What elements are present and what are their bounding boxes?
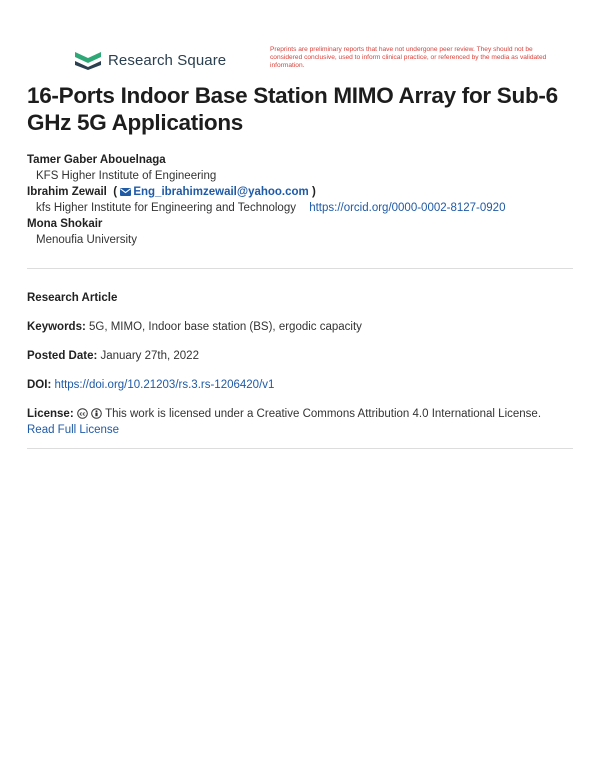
keywords: Keywords: 5G, MIMO, Indoor base station (BS), ergodic capacity bbox=[27, 321, 362, 333]
author-name: Ibrahim Zewail ( Eng_ibrahimzewail@yahoo.com ) bbox=[27, 186, 316, 198]
by-icon bbox=[91, 408, 102, 419]
posted-date: Posted Date: January 27th, 2022 bbox=[27, 350, 199, 362]
doi-link[interactable]: https://doi.org/10.21203/rs.3.rs-1206420/v1 bbox=[54, 379, 275, 391]
paper-title: 16-Ports Indoor Base Station MIMO Array for Sub-6 GHz 5G Applications bbox=[27, 83, 558, 135]
divider bbox=[27, 448, 573, 449]
author-name: Tamer Gaber Abouelnaga bbox=[27, 154, 166, 166]
doi: DOI: https://doi.org/10.21203/rs.3.rs-1206420/v1 bbox=[27, 379, 275, 391]
cc-icon bbox=[77, 408, 88, 419]
research-square-logo-icon bbox=[74, 49, 102, 71]
author-email-link[interactable]: Eng_ibrahimzewail@yahoo.com bbox=[133, 186, 309, 198]
research-square-logo[interactable] bbox=[74, 49, 226, 71]
orcid-link[interactable]: https://orcid.org/0000-0002-8127-0920 bbox=[309, 202, 506, 214]
license: License: cc This work is licensed under a Creative Commons Attribution 4.0 International License. Read Full License bbox=[27, 408, 542, 436]
author-affiliation: KFS Higher Institute of Engineering bbox=[36, 170, 217, 182]
divider bbox=[27, 268, 573, 269]
author-affiliation: kfs Higher Institute for Engineering and Technology https://orcid.org/0000-0002-8127-0920 bbox=[36, 202, 506, 214]
header bbox=[74, 46, 554, 78]
envelope-icon bbox=[120, 188, 131, 196]
preprint-disclaimer: Preprints are preliminary reports that have not undergone peer review. They should not be considered conclusive, used to inform clinical practice, or referenced by the media as validated information. bbox=[270, 46, 547, 69]
author-affiliation: Menoufia University bbox=[36, 234, 137, 246]
author-list bbox=[27, 152, 577, 248]
read-full-license-link[interactable]: Read Full License bbox=[27, 424, 120, 436]
author-name: Mona Shokair bbox=[27, 218, 103, 230]
svg-text:cc: cc bbox=[79, 411, 86, 418]
article-type: Research Article bbox=[27, 292, 118, 304]
logo-text: Research Square bbox=[108, 51, 227, 69]
